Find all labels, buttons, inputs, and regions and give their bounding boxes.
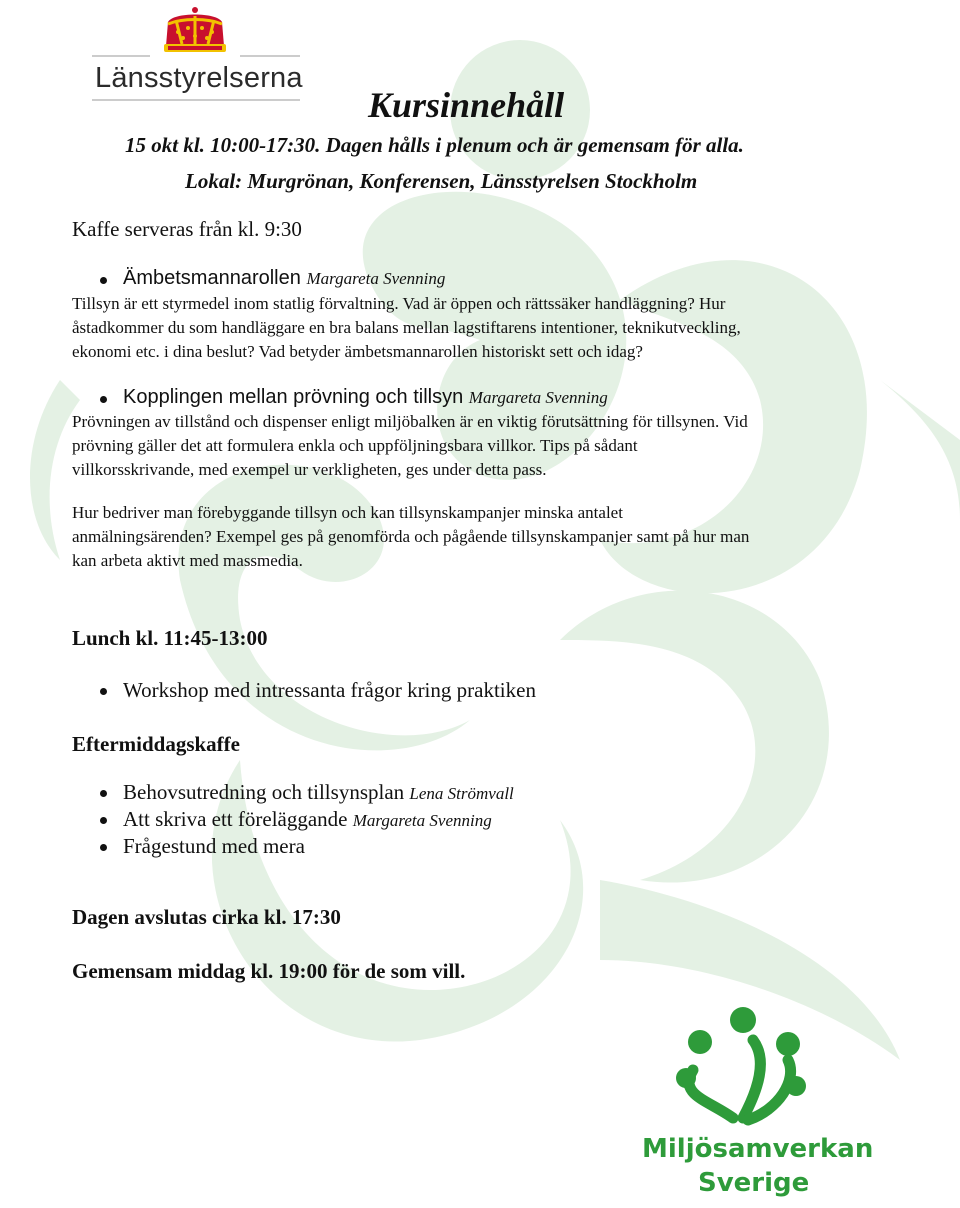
workshop-title: Workshop med intressanta frågor kring praktiken xyxy=(123,678,536,702)
bullet-icon xyxy=(100,396,107,403)
speaker-name: Margareta Svenning xyxy=(306,269,446,288)
flower-logo-icon xyxy=(638,1000,848,1130)
agenda-item-title: Ämbetsmannarollen xyxy=(123,267,301,289)
logo-wordmark: Länsstyrelserna xyxy=(95,62,303,94)
lunch-heading: Lunch kl. 11:45-13:00 xyxy=(72,626,268,650)
coffee-time: Kaffe serveras från kl. 9:30 xyxy=(72,217,302,241)
crown-icon xyxy=(164,7,226,52)
agenda-item-1-description xyxy=(72,292,872,364)
agenda-item-title: Behovsutredning och tillsynsplan xyxy=(123,780,405,804)
paragraph-line: ekonomi etc. i dina beslut? Vad betyder ämbetsmannarollen historiskt sett och idag? xyxy=(72,342,643,361)
speaker-name: Lena Strömvall xyxy=(409,784,514,803)
agenda-item-title: Att skriva ett föreläggande xyxy=(123,807,348,831)
date-line: 15 okt kl. 10:00-17:30. Dagen hålls i plenum och är gemensam för alla. xyxy=(125,133,744,157)
afternoon-coffee-heading: Eftermiddagskaffe xyxy=(72,732,240,756)
page-title: Kursinnehåll xyxy=(368,85,565,125)
bullet-icon xyxy=(100,277,107,284)
paragraph-line: villkorsskrivande, med exempel ur verkligheten, ges under detta pass. xyxy=(72,460,547,479)
paragraph-line: Prövningen av tillstånd och dispenser enligt miljöbalken är en viktig förutsättning för tillsynen. Vid xyxy=(72,412,748,431)
paragraph-line: anmälningsärenden? Exempel ges på genomförda och pågående tillsynskampanjer samt på hur man xyxy=(72,527,750,546)
bullet-icon xyxy=(100,844,107,851)
agenda-item-title: Frågestund med mera xyxy=(123,834,305,858)
speaker-name: Margareta Svenning xyxy=(468,388,608,407)
paragraph-line: åstadkommer du som handläggare en bra balans mellan lagstiftarens intentioner, teknikutveckling, xyxy=(72,318,741,337)
agenda-item-2-description-2 xyxy=(72,501,872,573)
speaker-name: Margareta Svenning xyxy=(352,811,492,830)
agenda-item-2-description xyxy=(72,410,872,482)
paragraph-line: Hur bedriver man förebyggande tillsyn och kan tillsynskampanjer minska antalet xyxy=(72,503,623,522)
bullet-icon xyxy=(100,790,107,797)
bullet-icon xyxy=(100,688,107,695)
logo-text-line2: Sverige xyxy=(698,1168,810,1198)
paragraph-line: prövning gäller det att formulera enkla och uppföljningsbara villkor. Tips på sådant xyxy=(72,436,638,455)
paragraph-line: Tillsyn är ett styrmedel inom statlig förvaltning. Vad är öppen och rättssäker handläggning? Hur xyxy=(72,294,726,313)
agenda-item-title: Kopplingen mellan prövning och tillsyn xyxy=(123,386,464,408)
day-end-line: Dagen avslutas cirka kl. 17:30 xyxy=(72,905,341,929)
dinner-line: Gemensam middag kl. 19:00 för de som vill. xyxy=(72,959,466,983)
paragraph-line: kan arbeta aktivt med massmedia. xyxy=(72,551,303,570)
location-line: Lokal: Murgrönan, Konferensen, Länsstyrelsen Stockholm xyxy=(185,169,698,193)
miljosamverkan-logo xyxy=(638,1000,874,1205)
bullet-icon xyxy=(100,817,107,824)
logo-text-line1: Miljösamverkan xyxy=(642,1134,874,1164)
